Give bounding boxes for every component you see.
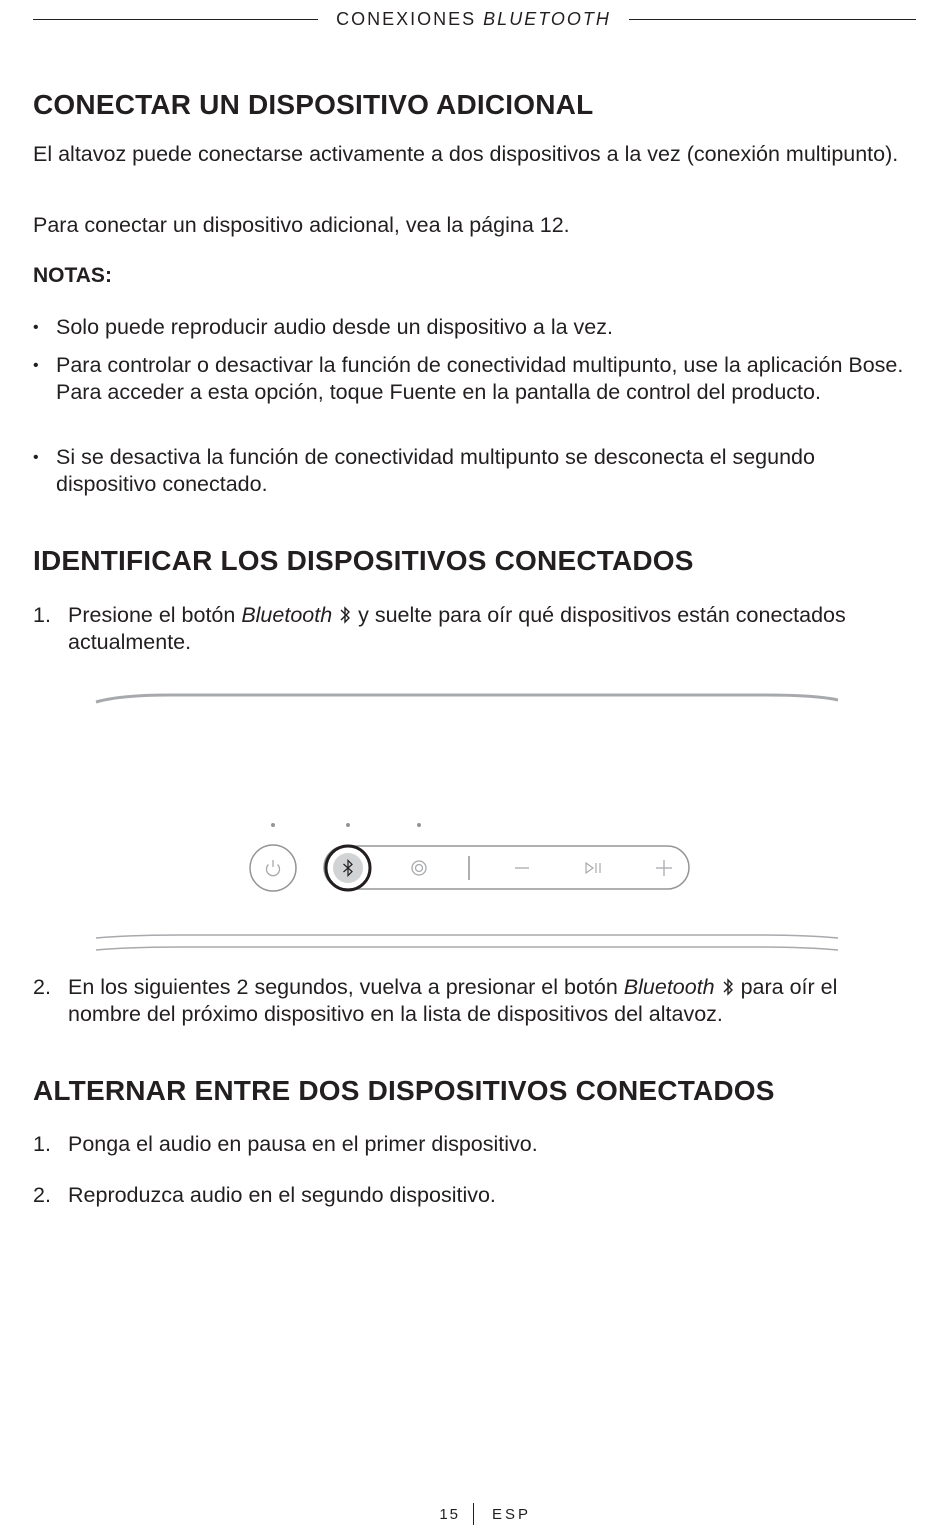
- led-indicator-bluetooth: [346, 823, 350, 827]
- header-title-emphasis: BLUETOOTH: [483, 9, 611, 29]
- header-title-prefix: CONEXIONES: [336, 9, 477, 29]
- identify-step-2-text: En los siguientes 2 segundos, vuelva a presionar el botón Bluetooth para oír el nombre del próximo dispositivo en la lista de dispositivos del altavoz.: [68, 975, 838, 1026]
- switch-step-2-text: Reproduzca audio en el segundo dispositivo.: [68, 1183, 496, 1207]
- note-text-2: Para controlar o desactivar la función de conectividad multipunto, use la aplicación Bose. Para acceder a esta opción, toque Fuente en la pantalla de control del producto.: [56, 353, 904, 404]
- speaker-controls-illustration: [90, 688, 846, 958]
- identify-step-2: [33, 974, 913, 1028]
- switch-step-1-text: Ponga el audio en pausa en el primer dispositivo.: [68, 1132, 538, 1156]
- connect-paragraph-2: Para conectar un dispositivo adicional, vea la página 12.: [33, 213, 570, 237]
- note-text-3: Si se desactiva la función de conectividad multipunto se desconecta el segundo dispositivo conectado.: [56, 445, 815, 496]
- step-number: 2.: [33, 1183, 51, 1207]
- notes-label: NOTAS:: [33, 264, 112, 287]
- action-button: [412, 861, 426, 875]
- page-number: 15: [439, 1506, 460, 1523]
- language-code: ESP: [492, 1506, 532, 1523]
- note-bullet-3: [33, 444, 913, 498]
- bluetooth-icon: [338, 605, 352, 625]
- volume-up-icon: [656, 860, 672, 876]
- identify-step-1: [33, 602, 913, 656]
- bullet-dot: •: [33, 357, 39, 374]
- power-icon: [267, 860, 280, 876]
- footer-separator: [473, 1503, 474, 1525]
- note-bullet-1: [33, 314, 913, 341]
- bluetooth-term: Bluetooth: [623, 975, 715, 999]
- speaker-top-edge: [96, 695, 838, 702]
- note-text-1: Solo puede reproducir audio desde un dispositivo a la vez.: [56, 315, 613, 339]
- led-indicator-action: [417, 823, 421, 827]
- step-number: 2.: [33, 975, 51, 999]
- section-heading-connect: CONECTAR UN DISPOSITIVO ADICIONAL: [33, 89, 594, 120]
- header-rule-right: [629, 19, 916, 20]
- step-number: 1.: [33, 603, 51, 627]
- switch-step-1: [33, 1131, 913, 1158]
- section-heading-switch: ALTERNAR ENTRE DOS DISPOSITIVOS CONECTADOS: [33, 1075, 775, 1106]
- step-number: 1.: [33, 1132, 51, 1156]
- bullet-dot: •: [33, 319, 39, 336]
- identify-step-1-text: Presione el botón Bluetooth y suelte para oír qué dispositivos están conectados actualmente.: [68, 603, 846, 654]
- note-bullet-2: [33, 352, 913, 406]
- header-title: [318, 7, 629, 31]
- power-button: [250, 845, 296, 891]
- bluetooth-icon: [721, 977, 735, 997]
- play-pause-icon: [586, 863, 600, 873]
- speaker-bottom-edge-1: [96, 935, 838, 938]
- page-footer: [0, 1503, 950, 1527]
- connect-paragraph-1: El altavoz puede conectarse activamente a dos dispositivos a la vez (conexión multipunto).: [33, 142, 899, 166]
- control-bar: [324, 846, 689, 889]
- led-indicator-power: [271, 823, 275, 827]
- action-icon: [412, 861, 426, 875]
- bullet-dot: •: [33, 449, 39, 466]
- bluetooth-term: Bluetooth: [241, 603, 333, 627]
- speaker-bottom-edge-2: [96, 947, 838, 950]
- section-heading-identify: IDENTIFICAR LOS DISPOSITIVOS CONECTADOS: [33, 545, 694, 576]
- switch-step-2: [33, 1182, 913, 1209]
- header-rule-left: [33, 19, 318, 20]
